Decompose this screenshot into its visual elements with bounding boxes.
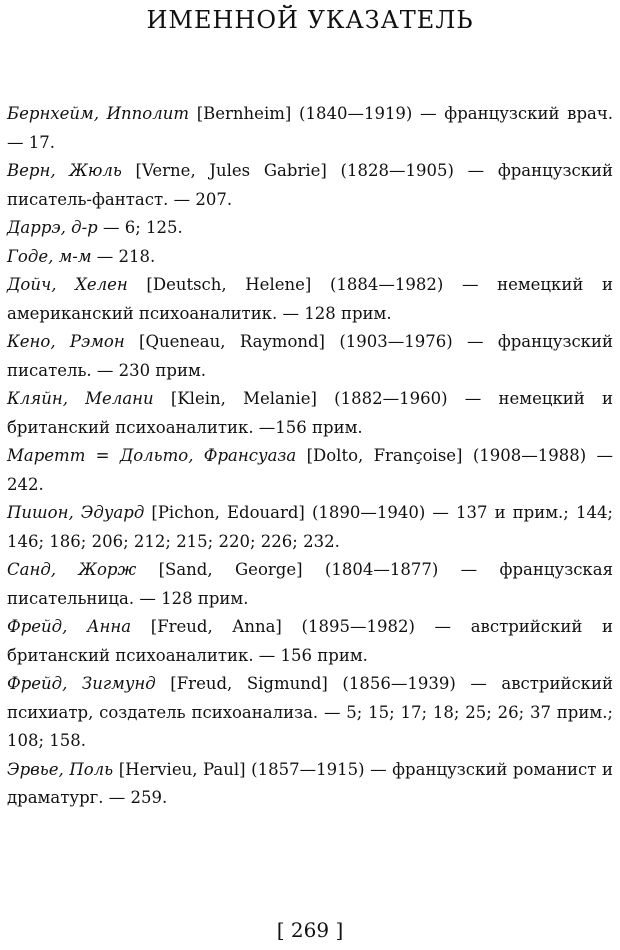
- entry-name: Фрейд, Зигмунд: [7, 674, 156, 693]
- index-entry: [7, 670, 613, 756]
- entry-name: Верн, Жюль: [7, 161, 122, 180]
- entry-text: [Sand, George] (1804—1877) — французская писательница. — 128 прим.: [7, 560, 613, 608]
- index-entry: [7, 157, 613, 214]
- entry-text: [Freud, Anna] (1895—1982) — австрийский и британский психоаналитик. — 156 прим.: [7, 617, 613, 665]
- index-entry: [7, 756, 613, 813]
- entry-name: Фрейд, Анна: [7, 617, 132, 636]
- index-entry: [7, 328, 613, 385]
- index-entry: [7, 100, 613, 157]
- entry-text: [Bernheim] (1840—1919) — французский врач. — 17.: [7, 104, 614, 152]
- entry-text: — 6; 125.: [97, 218, 183, 237]
- entry-name: Эрвье, Поль: [7, 759, 114, 779]
- entry-name: Бернхейм, Ипполит: [7, 104, 190, 123]
- entry-text: [Klein, Melanie] (1882—1960) — немецкий и британский психоаналитик. —156 прим.: [7, 389, 614, 437]
- entry-name: Кляйн, Мелани: [7, 389, 154, 408]
- index-entry: [7, 271, 613, 328]
- index-entry: [7, 556, 613, 613]
- index-entry: [7, 499, 613, 556]
- entry-text: — 218.: [91, 246, 156, 266]
- entry-name: Дойч, Хелен: [7, 275, 128, 294]
- entry-text: [Hervieu, Paul] (1857—1915) — французский романист и драматург. — 259.: [7, 759, 613, 807]
- entry-name: Даррэ, д-р: [7, 218, 98, 237]
- page-title: ИМЕННОЙ УКАЗАТЕЛЬ: [146, 6, 474, 34]
- entry-name: Пишон, Эдуард: [7, 503, 145, 522]
- entry-name: Маретт = Дольто, Франсуаза: [7, 446, 297, 465]
- entry-text: [Queneau, Raymond] (1903—1976) — французский писатель. — 230 прим.: [7, 332, 613, 380]
- index-entry: [7, 613, 613, 670]
- entry-text: [Verne, Jules Gabrie] (1828—1905) — французский писатель-фантаст. — 207.: [7, 161, 613, 209]
- index-entry: [7, 385, 613, 442]
- entry-text: [Pichon, Edouard] (1890—1940) — 137 и прим.; 144; 146; 186; 206; 212; 215; 220; 226; 232.: [7, 503, 613, 551]
- index-entry: [7, 214, 613, 243]
- index-entry: [7, 243, 613, 272]
- page-number: [ 269 ]: [276, 918, 344, 942]
- entry-text: [Freud, Sigmund] (1856—1939) — австрийский психиатр, создатель психоанализа. — 5; 15; 17; 18; 25; 26; 37 прим.; 108; 158.: [7, 674, 613, 750]
- entry-name: Годе, м-м: [7, 246, 92, 266]
- entry-text: [Dolto, Françoise] (1908—1988) — 242.: [7, 446, 613, 494]
- entry-text: [Deutsch, Helene] (1884—1982) — немецкий и американский психоаналитик. — 128 прим.: [7, 275, 613, 323]
- index-entry: [7, 442, 613, 499]
- index-entries: [7, 100, 613, 813]
- entry-name: Кено, Рэмон: [7, 332, 125, 351]
- entry-name: Санд, Жорж: [7, 560, 137, 579]
